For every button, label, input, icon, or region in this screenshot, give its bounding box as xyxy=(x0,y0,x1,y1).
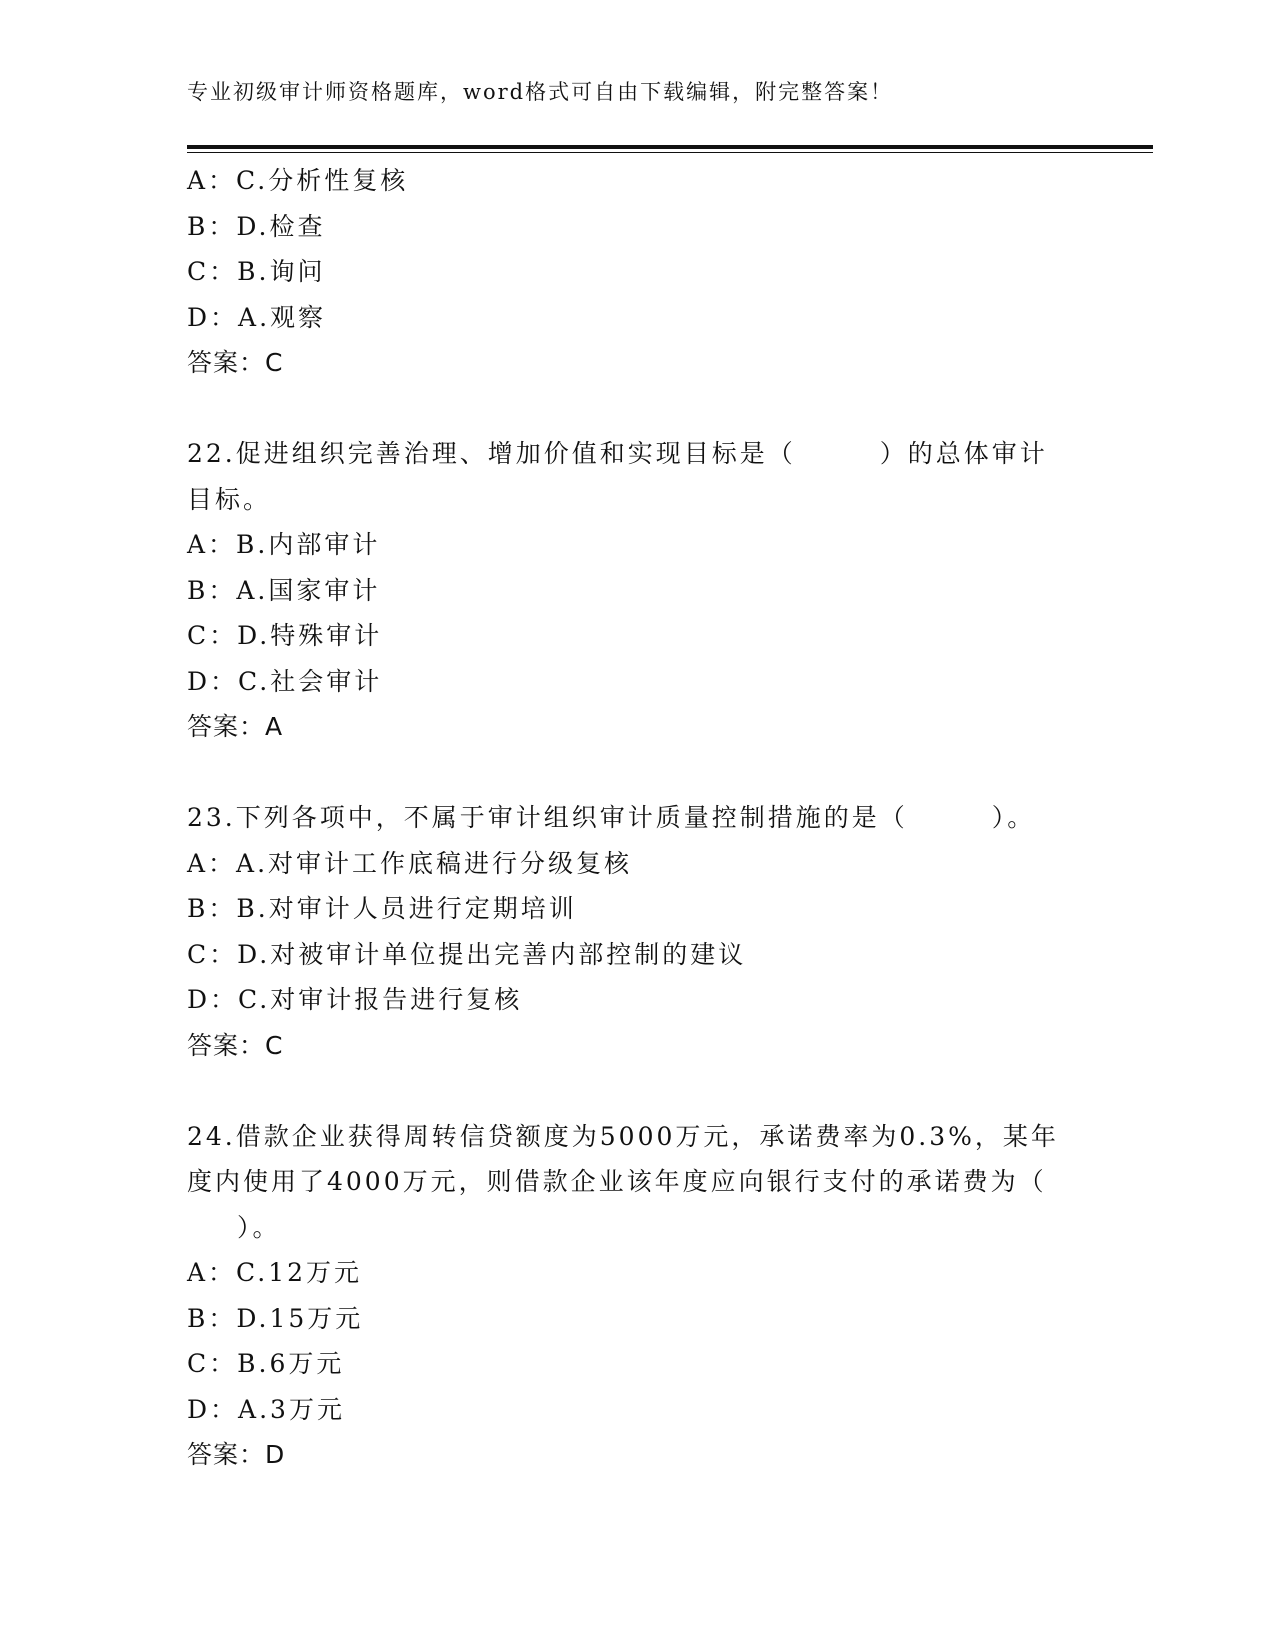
option-d: D：A.观察 xyxy=(187,302,327,332)
option-b: B：A.国家审计 xyxy=(187,575,381,605)
question-24 xyxy=(187,1114,1087,1478)
option-b: B：D.检查 xyxy=(187,211,326,241)
option-c: C：D.特殊审计 xyxy=(187,621,383,650)
answer-line: 答案：A xyxy=(187,712,284,741)
option-a: A：C.12万元 xyxy=(187,1258,363,1287)
option-c: C：B.询问 xyxy=(187,257,326,286)
question-22 xyxy=(187,431,1087,750)
spacer xyxy=(187,750,1087,796)
option-d: D：C.社会审计 xyxy=(187,666,383,696)
option-c: C：B.6万元 xyxy=(187,1349,345,1378)
option-b: B：B.对审计人员进行定期培训 xyxy=(187,894,577,923)
option-a: A：A.对审计工作底稿进行分级复核 xyxy=(187,848,633,878)
option-d: D：A.3万元 xyxy=(187,1394,345,1424)
option-d: D：C.对审计报告进行复核 xyxy=(187,985,523,1014)
spacer xyxy=(187,386,1087,432)
question-stem-line: 24.借款企业获得周转信贷额度为5000万元，承诺费率为0.3%，某年 xyxy=(187,1121,1059,1151)
answer-line: 答案：D xyxy=(187,1440,286,1469)
question-stem-line xyxy=(187,1205,1087,1251)
question-stem-line: 度内使用了4000万元，则借款企业该年度应向银行支付的承诺费为（ xyxy=(187,1167,1047,1196)
question-stem-line: 目标。 xyxy=(187,484,272,514)
header-rule-thick xyxy=(187,145,1153,149)
option-c: C：D.对被审计单位提出完善内部控制的建议 xyxy=(187,939,747,969)
question-23 xyxy=(187,795,1087,1068)
header-rule-thin xyxy=(187,152,1153,153)
page-header: 专业初级审计师资格题库，word格式可自由下载编辑，附完整答案！ xyxy=(187,80,894,104)
answer-line: 答案：C xyxy=(187,348,284,377)
option-a: A：C.分析性复核 xyxy=(187,166,409,195)
answer-line: 答案：C xyxy=(187,1030,284,1060)
question-21 xyxy=(187,158,1087,386)
spacer xyxy=(187,1068,1087,1114)
question-stem-tail: ）。 xyxy=(237,1212,281,1242)
option-a: A：B.内部审计 xyxy=(187,530,381,559)
question-content xyxy=(187,158,1087,1478)
question-stem-line: 23.下列各项中，不属于审计组织审计质量控制措施的是（ ）。 xyxy=(187,803,1036,832)
option-b: B：D.15万元 xyxy=(187,1303,364,1333)
question-stem-line: 22.促进组织完善治理、增加价值和实现目标是（ ）的总体审计 xyxy=(187,439,1048,468)
